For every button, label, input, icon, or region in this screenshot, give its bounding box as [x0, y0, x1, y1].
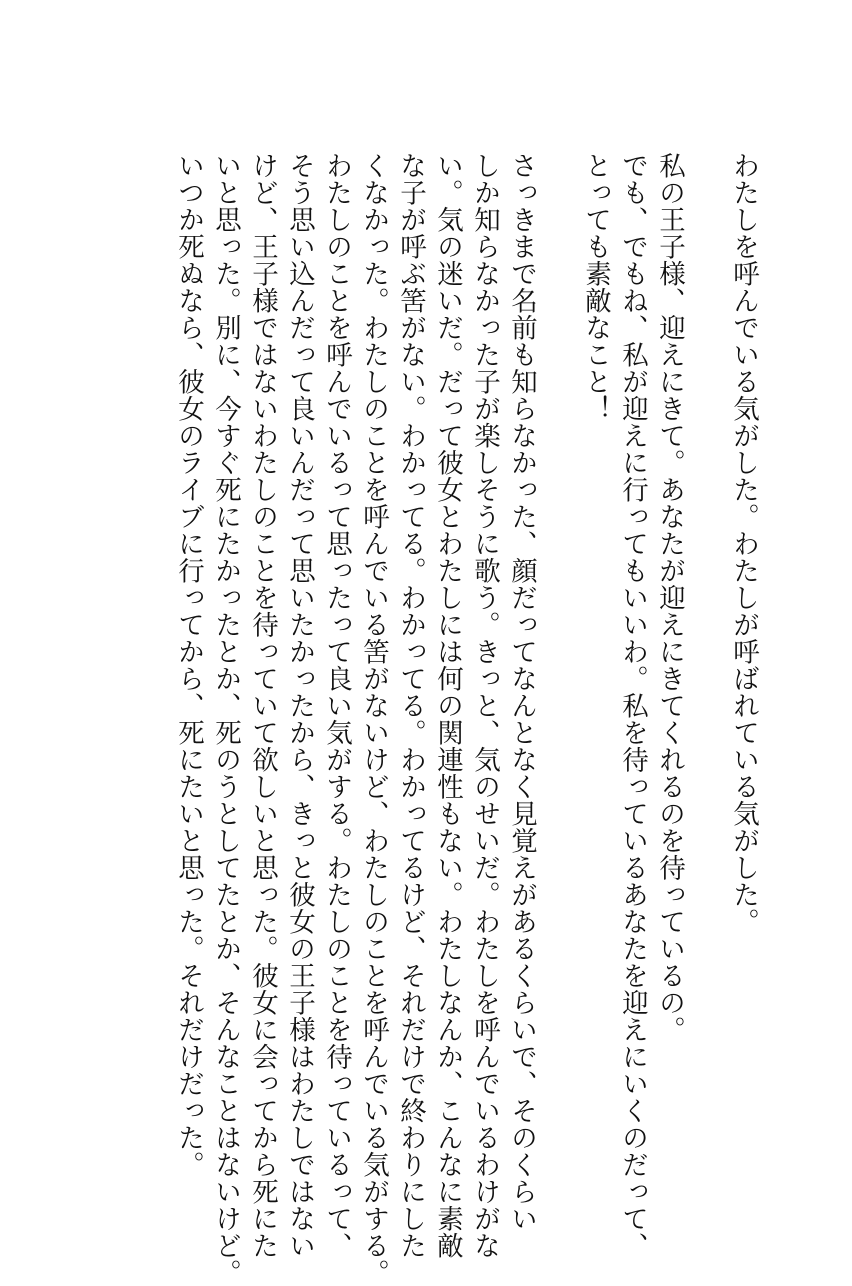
text-line: しか知らなかった子が楽しそうに歌う。きっと、気のせいだ。わたしを呼んでいるわけがな: [469, 152, 500, 1259]
text-line: 私の王子様、迎えにきて。あなたが迎えにきてくれるのを待っているの。: [654, 152, 685, 1043]
text-line: な子が呼ぶ筈がない。わかってる。わかってる。わかってるけど、それだけで終わりにした: [395, 152, 426, 1259]
text-line: さっきまで名前も知らなかった、顔だってなんとなく見覚えがあるくらいで、そのくらい: [506, 152, 537, 1232]
text-line: わたしのことを呼んでいるって思ったって良い気がする。わたしのことを待っているって、: [321, 152, 352, 1259]
text-line: でも、でもね、私が迎えに行ってもいいわ。私を待っているあなたを迎えにいくのだって、: [617, 152, 648, 1259]
text-line: わたしを呼んでいる気がした。わたしが呼ばれている気がした。: [728, 152, 759, 935]
text-line: くなかった。わたしのことを呼んでいる筈がないけど、わたしのことを呼んでいる気がする。: [358, 152, 389, 1286]
text-line: いと思った。別に、今すぐ死にたかったとか、死のうとしてたとか、そんなことはないけど。: [210, 152, 241, 1286]
text-line: とっても素敵なこと！: [580, 152, 611, 422]
text-line: い。気の迷いだ。だって彼女とわたしには何の関連性もない。わたしなんか、こんなに素敵: [432, 152, 463, 1259]
text-line: けど、王子様ではないわたしのことを待っていて欲しいと思った。彼女に会ってから死にた: [247, 152, 278, 1259]
text-line: そう思い込んだって良いんだって思いたかったから、きっと彼女の王子様はわたしではない: [284, 152, 315, 1259]
text-line: いつか死ぬなら、彼女のライブに行ってから、死にたいと思った。それだけだった。: [173, 152, 204, 1178]
